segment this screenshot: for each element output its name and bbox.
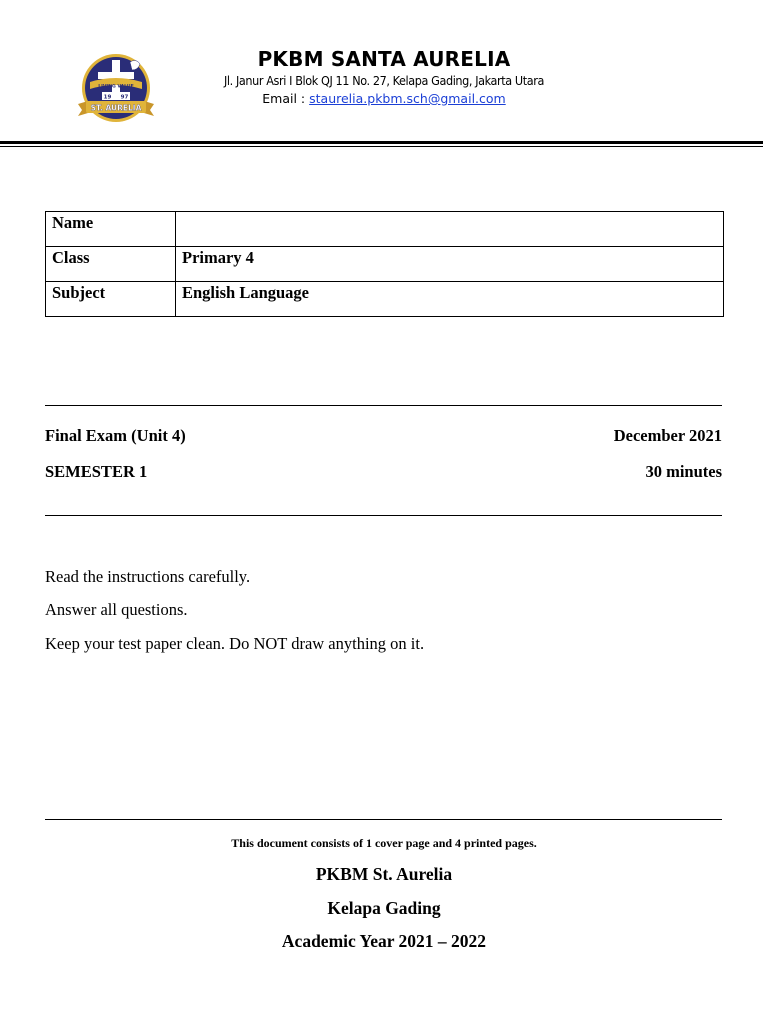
instruction-item: Read the instructions carefully. — [45, 567, 251, 586]
instruction-item: Keep your test paper clean. Do NOT draw anything on it. — [45, 634, 425, 653]
exam-date: December 2021 — [613, 426, 722, 445]
name-label: Name — [46, 212, 176, 247]
exam-title: Final Exam (Unit 4) — [45, 426, 186, 445]
email-line — [180, 91, 588, 106]
exam-semester: SEMESTER 1 — [45, 462, 148, 481]
page-count-note: This document consists of 1 cover page and 4 printed pages. — [231, 836, 537, 850]
table-row — [46, 247, 724, 282]
subject-value: English Language — [176, 282, 724, 317]
email-link[interactable]: staurelia.pkbm.sch@gmail.com — [309, 91, 506, 106]
class-label: Class — [46, 247, 176, 282]
table-row — [46, 282, 724, 317]
divider-line — [45, 405, 722, 406]
school-name: PKBM SANTA AURELIA — [257, 47, 511, 71]
exam-duration: 30 minutes — [645, 462, 722, 481]
logo-ribbon-text: ST. AURELIA — [90, 103, 142, 113]
logo-banner-text: LIVING VALUE — [98, 84, 134, 90]
subject-label: Subject — [46, 282, 176, 317]
student-info-table — [45, 211, 724, 317]
divider-line — [45, 819, 722, 820]
class-value: Primary 4 — [176, 247, 724, 282]
table-row — [46, 212, 724, 247]
divider-line — [45, 515, 722, 516]
footer-academic-year: Academic Year 2021 – 2022 — [281, 931, 487, 951]
header-divider-thin — [0, 146, 763, 147]
name-value-field[interactable] — [176, 212, 724, 247]
footer-school: PKBM St. Aurelia — [315, 864, 453, 884]
header-divider — [0, 141, 763, 144]
school-address: Jl. Janur Asri I Blok QJ 11 No. 27, Kelapa Gading, Jakarta Utara — [224, 73, 544, 88]
school-logo — [72, 52, 160, 128]
school-crest-icon — [72, 52, 160, 128]
logo-year-left: 19 — [103, 94, 112, 101]
instruction-item: Answer all questions. — [45, 600, 188, 619]
footer-location: Kelapa Gading — [327, 898, 441, 918]
logo-year-right: 97 — [120, 94, 129, 101]
email-label: Email : — [262, 91, 310, 106]
